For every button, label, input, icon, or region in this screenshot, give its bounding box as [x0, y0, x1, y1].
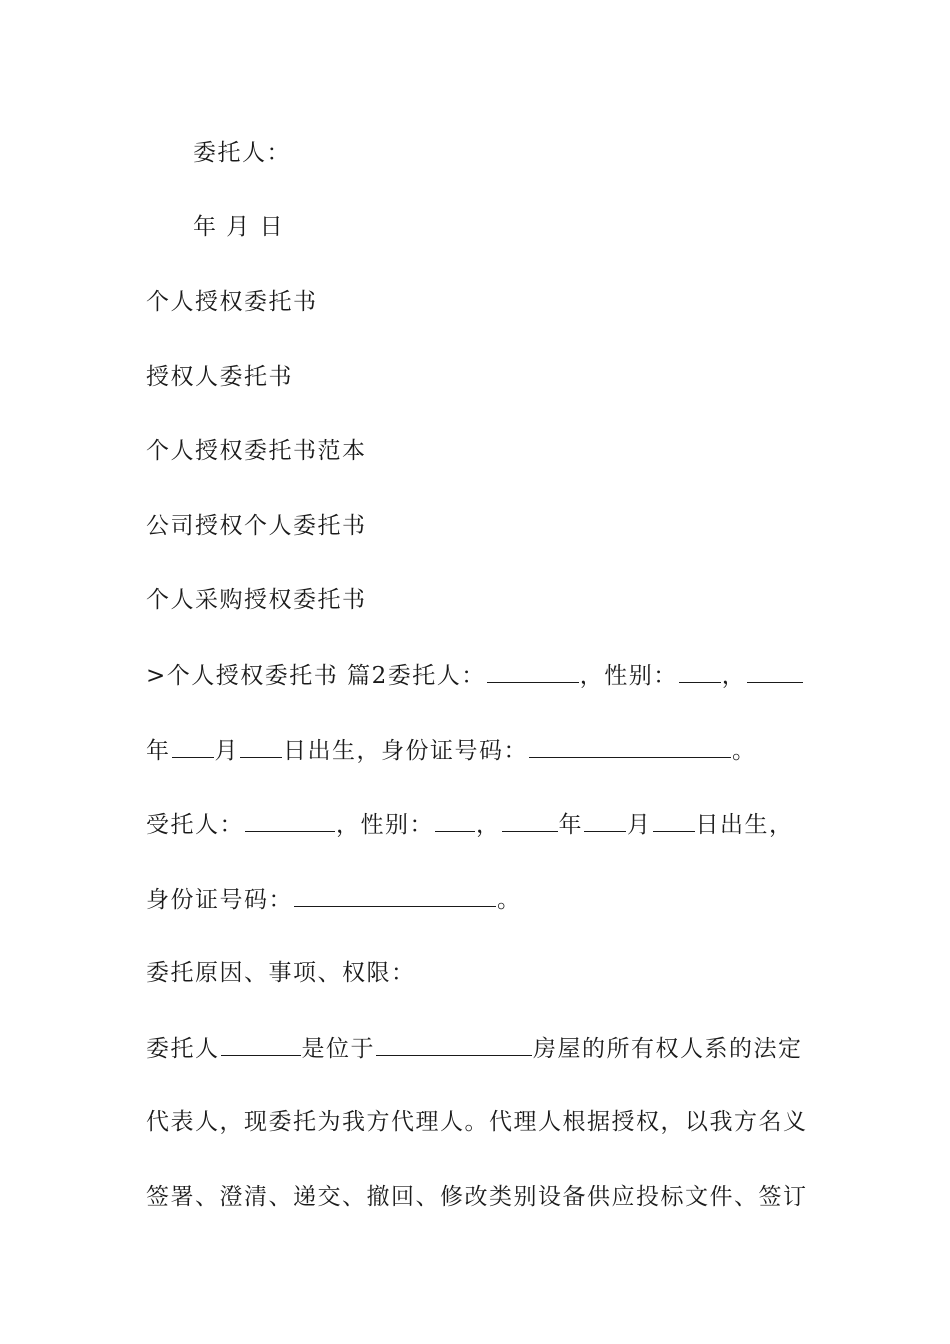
blank-field [653, 809, 695, 832]
blank-field [245, 809, 335, 832]
blank-field [221, 1033, 301, 1056]
body-paragraph-line: 签署、澄清、递交、撤回、修改类别设备供应投标文件、签订 [146, 1184, 808, 1210]
text-segment: ，性别： [579, 663, 678, 689]
related-link-1: 个人授权委托书 [146, 289, 318, 315]
text-segment: 日出生， [695, 812, 794, 838]
agent-id-line [146, 884, 806, 915]
principal-birth-id-line [146, 735, 806, 766]
blank-field [487, 660, 579, 683]
related-link-4: 公司授权个人委托书 [146, 513, 367, 539]
text-segment: 月 [214, 738, 239, 764]
blank-field [294, 884, 496, 907]
related-link-3: 个人授权委托书范本 [146, 438, 367, 464]
blank-field [679, 660, 721, 683]
date-label: 年 月 日 [193, 214, 285, 240]
principal-info-line [146, 660, 806, 691]
text-segment: 受托人： [146, 812, 244, 838]
blank-field [376, 1033, 532, 1056]
text-segment: 是位于 [301, 1036, 375, 1062]
text-segment: 。 [497, 887, 522, 913]
text-segment: 身份证号码： [146, 887, 293, 913]
blank-field [747, 660, 803, 683]
text-segment: 年 [558, 812, 583, 838]
text-segment: 。 [732, 738, 757, 764]
blank-field [240, 735, 282, 758]
text-segment: 房屋的所有权人系的法定 [533, 1036, 803, 1062]
blank-field [529, 735, 731, 758]
text-segment: ， [721, 663, 747, 689]
text-segment: 月 [627, 812, 652, 838]
blank-field [172, 735, 214, 758]
blank-field [584, 809, 626, 832]
text-segment: ，性别： [336, 812, 434, 838]
related-link-2: 授权人委托书 [146, 364, 293, 390]
body-paragraph-line [146, 1033, 806, 1064]
text-segment: >个人授权委托书 篇2委托人： [146, 663, 486, 689]
text-segment: 日出生，身份证号码： [283, 738, 528, 764]
text-segment: 委托人 [146, 1036, 220, 1062]
section-heading: 委托原因、事项、权限： [146, 960, 416, 986]
blank-field [502, 809, 558, 832]
principal-signature-label: 委托人： [193, 140, 291, 166]
agent-info-line [146, 809, 806, 840]
text-segment: ， [476, 812, 501, 838]
related-link-5: 个人采购授权委托书 [146, 587, 367, 613]
body-paragraph-line: 代表人，现委托为我方代理人。代理人根据授权，以我方名义 [146, 1109, 808, 1135]
blank-field [435, 809, 475, 832]
text-segment: 年 [146, 738, 171, 764]
